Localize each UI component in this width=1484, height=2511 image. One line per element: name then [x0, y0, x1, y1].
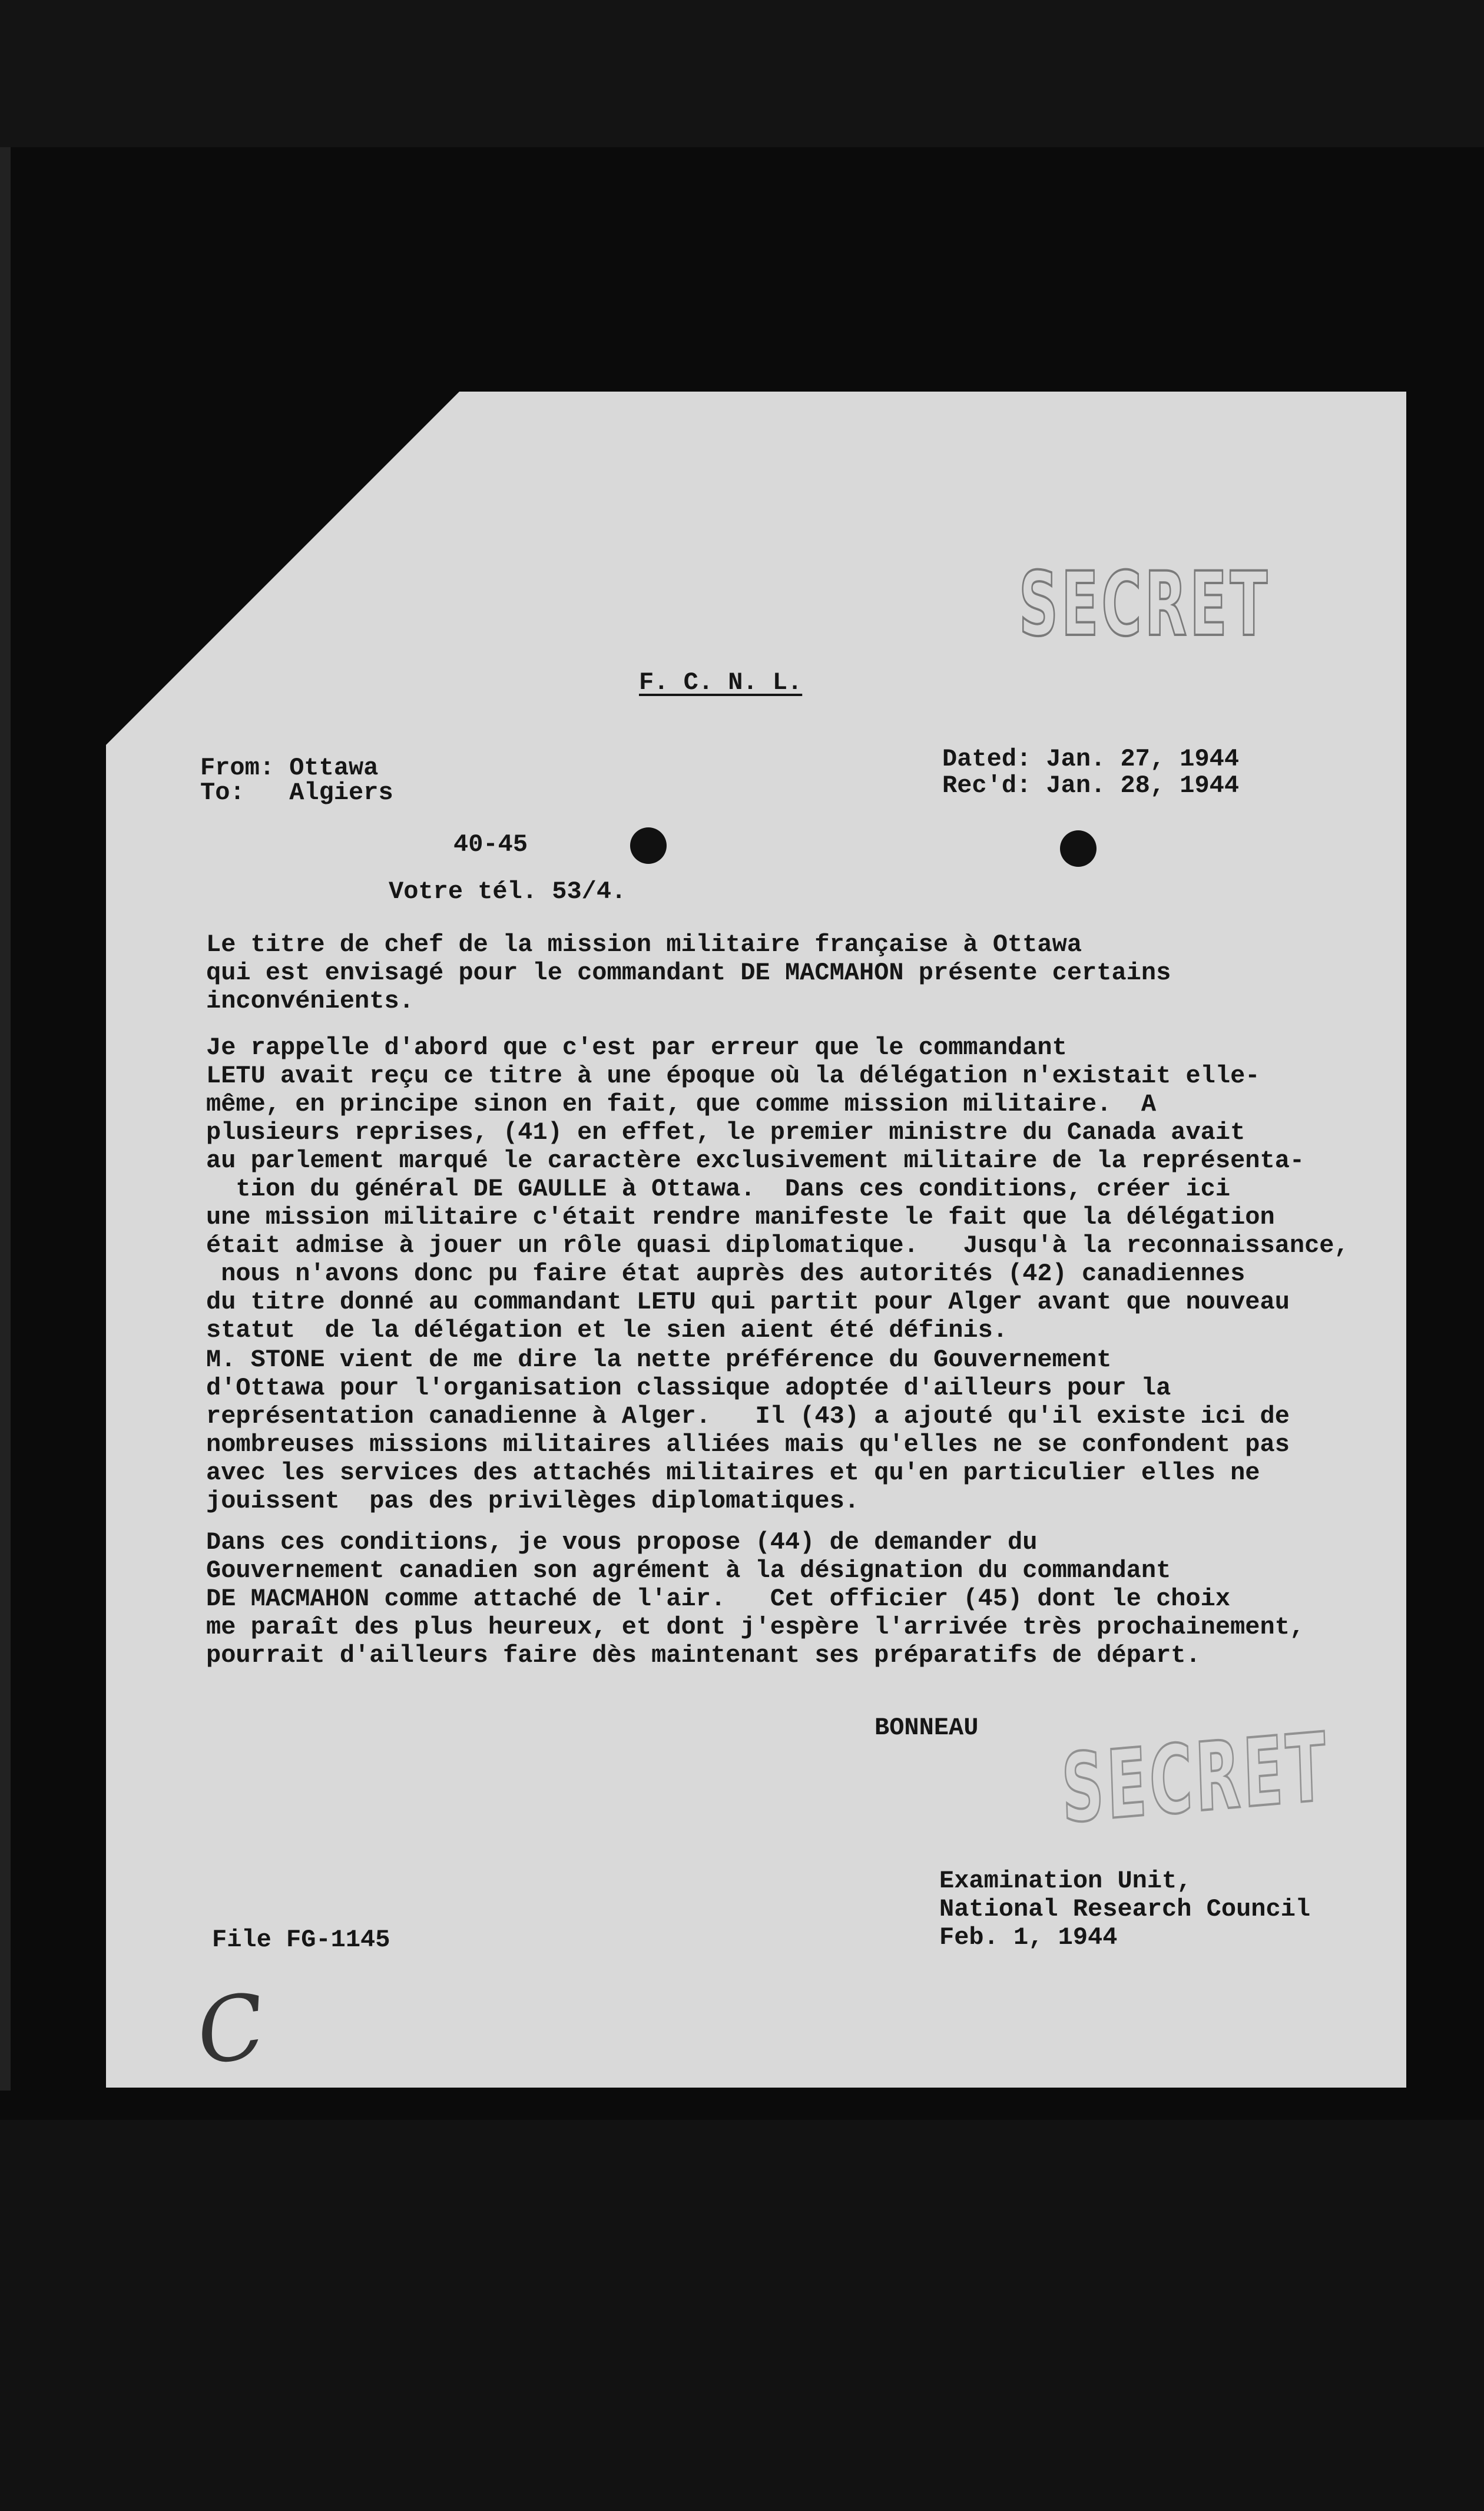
- signature: BONNEAU: [874, 1714, 979, 1742]
- examination-unit-block: Examination Unit, National Research Council Feb. 1, 1944: [939, 1867, 1311, 1952]
- received-line: Rec'd: Jan. 28, 1944: [942, 771, 1240, 800]
- body-paragraph: Le titre de chef de la mission militaire française à Ottawa qui est envisagé pour le commandant DE MACMAHON présente certains inconvénients.: [206, 930, 1171, 1015]
- dated-line: Dated: Jan. 27, 1944: [942, 745, 1240, 773]
- handwritten-initial: C: [190, 1974, 272, 2086]
- film-edge-left: [0, 147, 11, 2091]
- document-heading: F. C. N. L.: [639, 668, 803, 697]
- file-reference: File FG-1145: [212, 1926, 390, 1954]
- body-paragraph: Dans ces conditions, je vous propose (44) de demander du Gouvernement canadien son agrément à la désignation du commandant DE MACMAHON comme attaché de l'air. Cet officier (45) dont le choix me paraît des plus heureux, et dont j'espère l'arrivée très prochainement, pourrait d'ailleurs faire dès maintenant ses préparatifs de départ.: [206, 1528, 1305, 1669]
- secret-stamp: SECRET: [1060, 1711, 1331, 1844]
- telegram-reference: Votre tél. 53/4.: [389, 877, 627, 906]
- film-border-bottom: [0, 2120, 1484, 2511]
- secret-stamp: SECRET: [1019, 554, 1271, 656]
- body-paragraph: Je rappelle d'abord que c'est par erreur que le commandant LETU avait reçu ce titre à une époque où la délégation n'existait elle- même, en principe sinon en fait, que comme mission militaire. A plusieurs reprises, (41) en effet, le premier ministre du Canada avait au parlement marqué le caractère exclusivement militaire de la représenta- tion du général DE GAULLE à Ottawa. Dans ces conditions, créer ici une mission militaire c'était rendre manifeste le fait que la délégation était admise à jouer un rôle quasi diplomatique. Jusqu'à la reconnaissance, nous n'avons donc pu faire état auprès des autorités (42) canadiennes du titre donné au commandant LETU qui partit pour Alger avant que nouveau statut de la délégation et le sien aient été définis.: [206, 1033, 1349, 1344]
- to-line: To: Algiers: [200, 779, 393, 807]
- punch-hole: [1060, 830, 1097, 867]
- film-border-top: [0, 0, 1484, 147]
- punch-hole: [630, 827, 667, 864]
- message-number: 40-45: [453, 830, 528, 859]
- body-paragraph: M. STONE vient de me dire la nette préférence du Gouvernement d'Ottawa pour l'organisation classique adoptée d'ailleurs pour la représentation canadienne à Alger. Il (43) a ajouté qu'il existe ici de nombreuses missions militaires alliées mais qu'elles ne se confondent pas avec les services des attachés militaires et qu'en particulier elles ne jouissent pas des privilèges diplomatiques.: [206, 1346, 1290, 1515]
- from-line: From: Ottawa: [200, 754, 379, 782]
